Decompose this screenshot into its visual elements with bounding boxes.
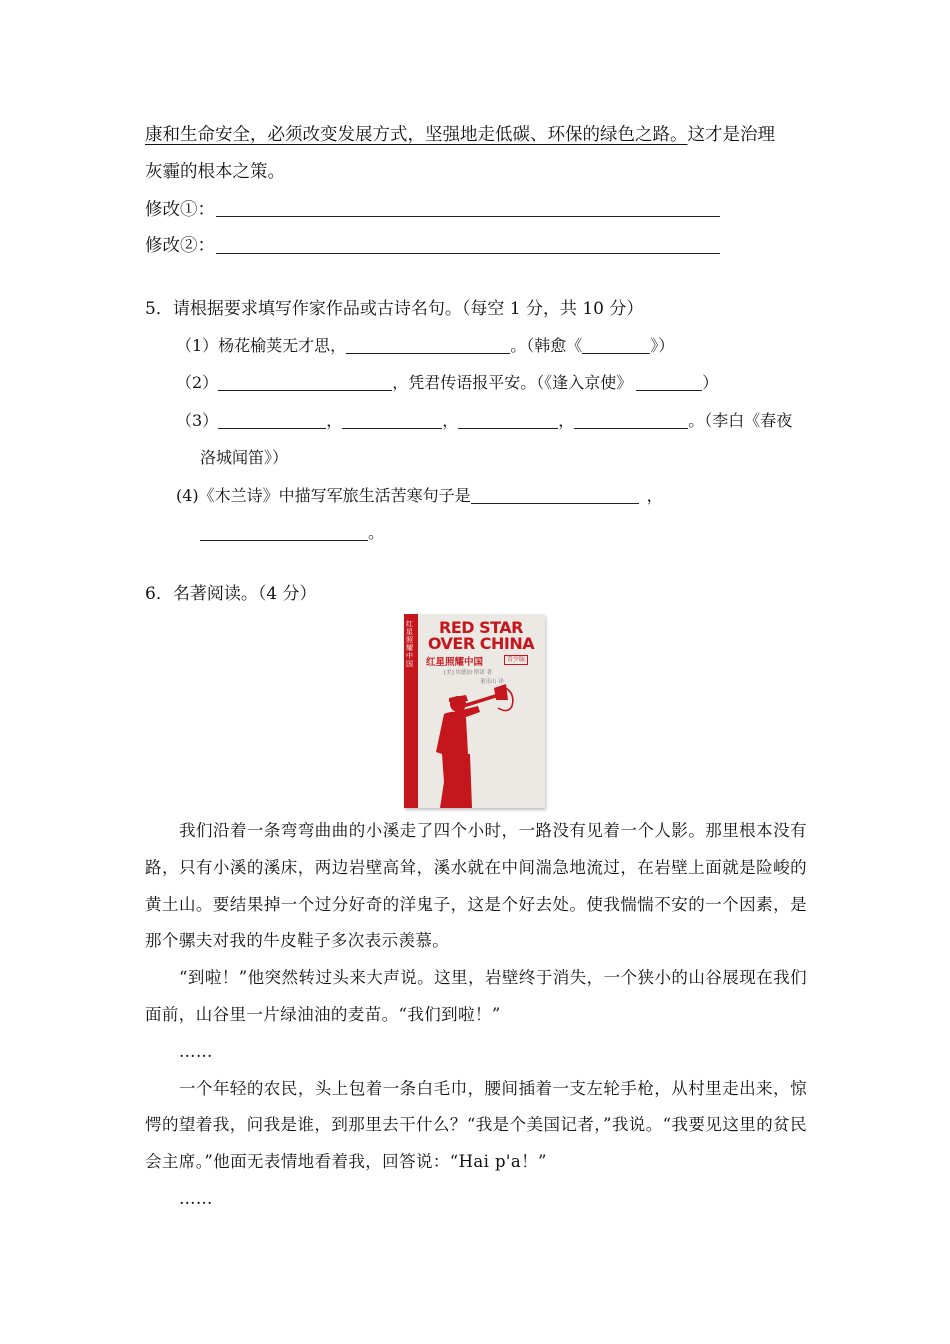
fix-label-1: 修改①：	[145, 200, 215, 220]
q5-item-3-blank-a[interactable]	[218, 410, 326, 429]
q5-item-3-num: （3）	[176, 411, 219, 430]
q5-item-3-sep-a: ，	[326, 411, 343, 430]
q5-item-1-text: （1）杨花榆荚无才思，	[176, 336, 347, 355]
q5-item-1-mid: 。（韩愈《	[510, 336, 583, 355]
book-spine-text: 红星照耀中国	[406, 620, 413, 668]
q5-item-3-sep-c: ，	[558, 411, 575, 430]
q5-item-4-sep: ，	[646, 486, 663, 505]
q5-item-3-blank-d[interactable]	[574, 410, 688, 429]
q5-item-3-blank-c[interactable]	[458, 410, 558, 429]
q5-item-4-blank-b[interactable]	[200, 522, 368, 541]
passage-paragraph-3: 一个年轻的农民，头上包着一条白毛巾，腰间插着一支左轮手枪，从村里走出来，惊愕的望着我，问我是谁，到那里去干什么？“我是个美国记者，”我说。“我要见这里的贫民会主席。”他面无表情地看着我，回答说：“Hai p'a！”	[145, 1078, 807, 1172]
fix-answer-line-1[interactable]	[216, 216, 720, 217]
q5-item-2-num: （2）	[176, 373, 219, 392]
book-title-cn: 红星照耀中国	[426, 657, 484, 668]
q5-item-2-mid: ，凭君传语报平安。（《逢入京使》	[392, 373, 633, 392]
q5-item-3	[176, 409, 792, 433]
q5-item-2-post: ）	[702, 373, 719, 392]
bugler-silhouette-icon	[418, 674, 545, 808]
book-edition-tag: 青少版	[504, 655, 528, 665]
passage-ellipsis-1: ……	[179, 1041, 213, 1061]
q5-item-4-continued	[200, 521, 384, 545]
q5-item-3-continued: 洛城闻笛》）	[200, 448, 289, 467]
fix-answer-line-2[interactable]	[216, 253, 720, 254]
q5-item-1-post: 》）	[650, 336, 675, 355]
q5-item-1-blank-b[interactable]	[582, 335, 650, 354]
book-title-line-2: OVER CHINA	[427, 634, 535, 653]
book-spine	[404, 614, 418, 808]
q5-item-2-blank-b[interactable]	[636, 372, 702, 391]
q5-item-1	[176, 334, 674, 358]
q5-item-1-blank-a[interactable]	[346, 335, 510, 354]
book-title-line-1: RED STAR	[439, 618, 523, 637]
passage-ellipsis-2: ……	[179, 1188, 213, 1208]
q5-item-4-end: 。	[368, 523, 385, 542]
passage-paragraph-1: 我们沿着一条弯弯曲曲的小溪走了四个小时，一路没有见着一个人影。那里根本没有路，只有小溪的溪床，两边岩壁高耸，溪水就在中间湍急地流过，在岩壁上面就是险峻的黄土山。要结果掉一个过分好奇的洋鬼子，这是个好去处。使我惴惴不安的一个因素，是那个骡夫对我的牛皮鞋子多次表示羡慕。	[145, 821, 807, 951]
q5-item-3-sep-b: ，	[442, 411, 459, 430]
q5-item-4-text: (4)《木兰诗》中描写军旅生活苦寒句子是	[176, 486, 471, 505]
intro-line-1-rest: 这才是治理	[687, 125, 775, 145]
q5-item-2-blank-a[interactable]	[218, 372, 392, 391]
q6-heading: 6．名著阅读。（4 分）	[145, 584, 317, 604]
q5-item-3-blank-b[interactable]	[342, 410, 442, 429]
intro-line-2: 灰霾的根本之策。	[145, 162, 285, 182]
book-translator: 董乐山 译	[480, 679, 504, 685]
reading-passage	[145, 813, 807, 1218]
q5-item-3-post: 。（李白《春夜	[688, 411, 793, 430]
fix-label-2: 修改②：	[145, 236, 215, 256]
book-cover-image	[404, 614, 545, 808]
intro-line-1	[145, 123, 775, 147]
book-title-en	[420, 620, 542, 652]
passage-paragraph-2: “到啦！”他突然转过头来大声说。这里，岩壁终于消失，一个狭小的山谷展现在我们面前，山谷里一片绿油油的麦苗。“我们到啦！”	[145, 968, 807, 1024]
book-author: [美] 埃德加·斯诺 著	[444, 670, 493, 676]
q5-item-4	[176, 484, 663, 508]
q5-item-2	[176, 371, 718, 395]
underlined-sentence: 康和生命安全，必须改变发展方式，坚强地走低碳、环保的绿色之路。	[145, 125, 688, 145]
q5-heading: 5．请根据要求填写作家作品或古诗名句。（每空 1 分，共 10 分）	[145, 299, 644, 319]
q5-item-4-blank-a[interactable]	[471, 485, 639, 504]
